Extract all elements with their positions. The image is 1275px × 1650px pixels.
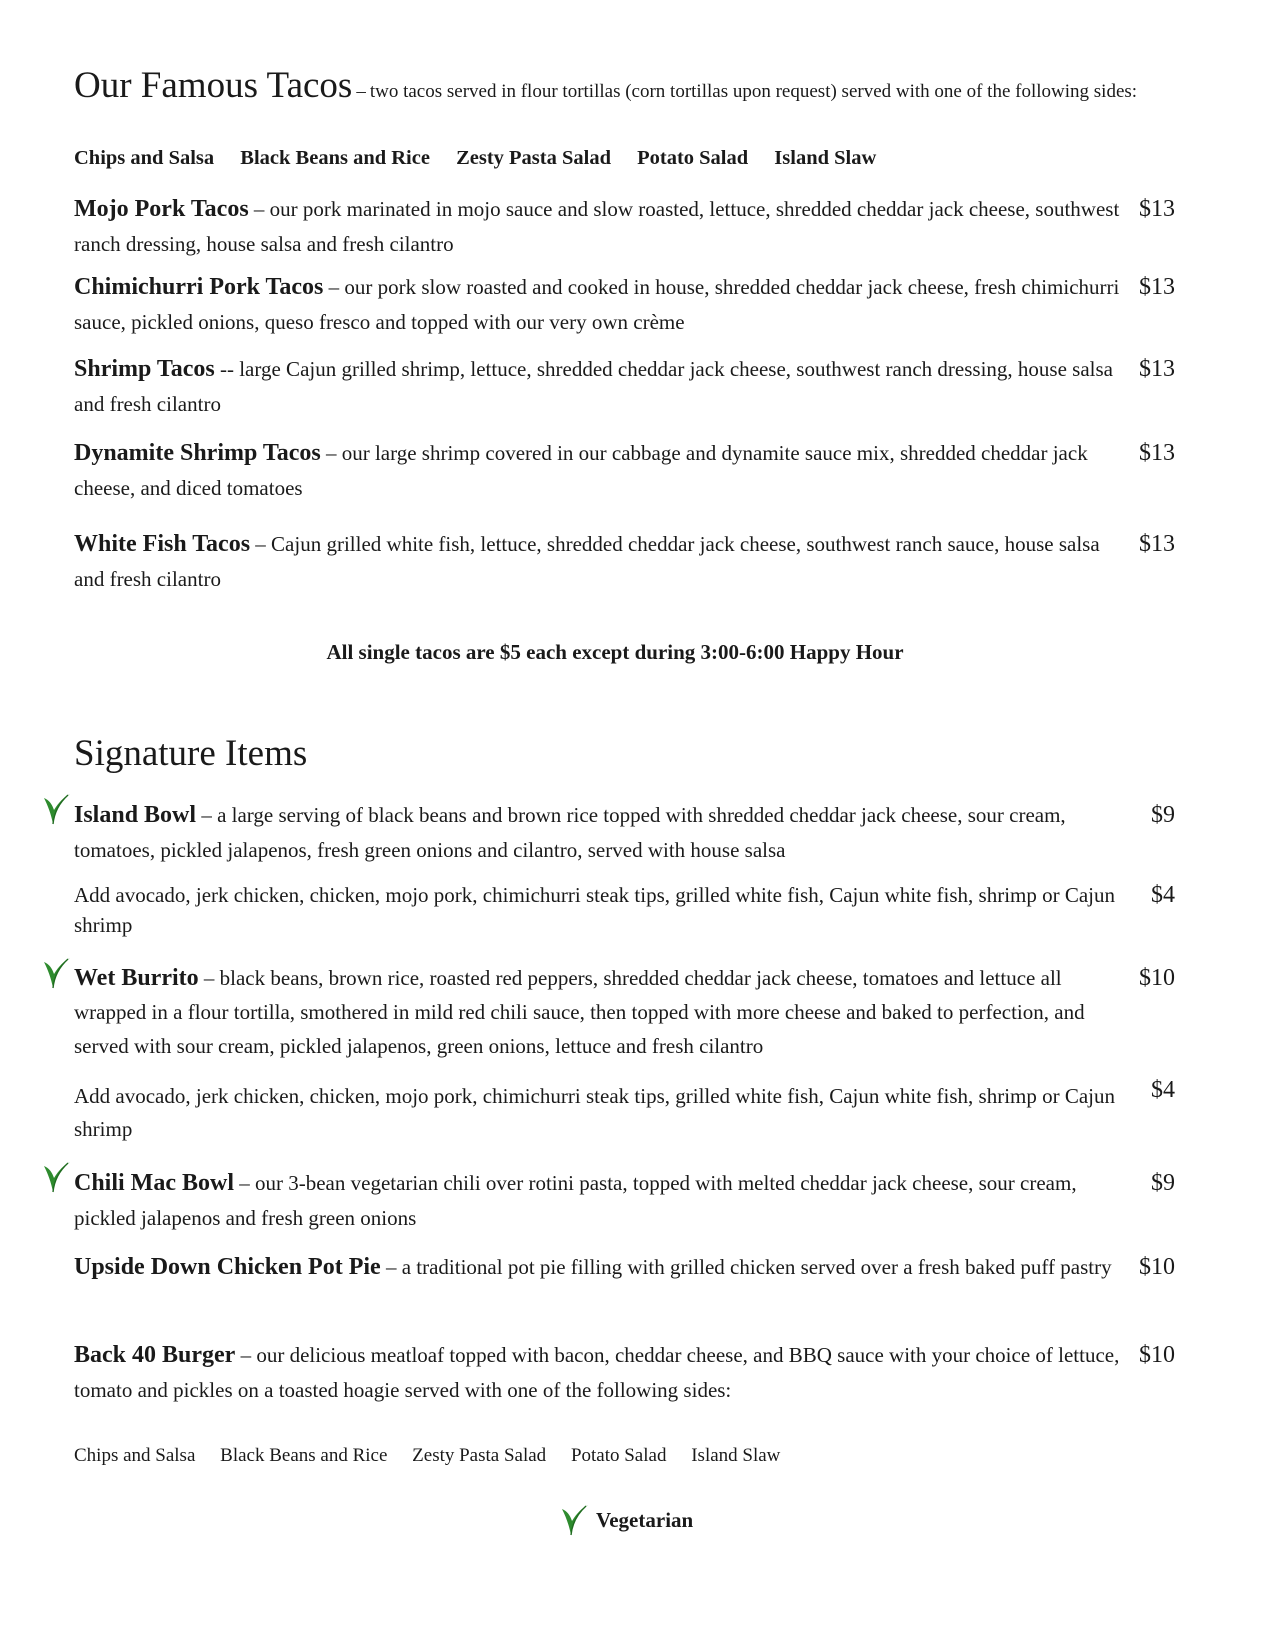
- item-price: $10: [1139, 1342, 1175, 1368]
- item-separator: –: [320, 441, 342, 465]
- menu-item-mojo-pork-tacos: [74, 192, 1134, 262]
- item-separator: --: [214, 357, 240, 381]
- item-description: a traditional pot pie filling with grilled chicken served over a fresh baked puff pastry: [401, 1255, 1112, 1279]
- tacos-title-dash: –: [356, 81, 366, 102]
- side-option: Island Slaw: [774, 147, 877, 169]
- menu-item-white-fish-tacos: [74, 527, 1134, 597]
- side-option: Zesty Pasta Salad: [412, 1445, 547, 1466]
- item-name: Chili Mac Bowl: [74, 1170, 234, 1196]
- menu-item-chili-mac-bowl: [74, 1166, 1134, 1236]
- item-price: $13: [1139, 196, 1175, 222]
- add-on-options: Add avocado, jerk chicken, chicken, mojo pork, chimichurri steak tips, grilled white fish, Cajun white fish, shrimp or Cajun shrimp: [74, 883, 1116, 937]
- add-on-price: $4: [1151, 882, 1175, 908]
- side-option: Chips and Salsa: [74, 1445, 196, 1466]
- item-name: Dynamite Shrimp Tacos: [74, 440, 321, 466]
- side-option: Chips and Salsa: [74, 147, 215, 169]
- item-price: $13: [1139, 531, 1175, 557]
- item-description: our delicious meatloaf topped with bacon, cheddar cheese, and BBQ sauce with your choice of lettuce, tomato and pickles on a toasted hoagie served with one of the following sides:: [74, 1343, 1120, 1402]
- vegetarian-legend-label: Vegetarian: [596, 1507, 694, 1532]
- item-price: $10: [1139, 1254, 1175, 1280]
- tacos-section-title: Our Famous Tacos: [74, 65, 353, 106]
- item-name: Island Bowl: [74, 802, 197, 828]
- item-price: $13: [1139, 440, 1175, 466]
- vegetarian-legend: [560, 1502, 693, 1538]
- side-option: Potato Salad: [570, 1445, 667, 1466]
- item-description: our pork marinated in mojo sauce and slow roasted, lettuce, shredded cheddar jack cheese, southwest ranch dressing, house salsa and fresh cilantro: [74, 197, 1120, 256]
- item-description: our pork slow roasted and cooked in house, shredded cheddar jack cheese, fresh chimichurri sauce, pickled onions, queso fresco and topped with our very own crème: [74, 275, 1120, 334]
- item-separator: –: [323, 275, 345, 299]
- item-price: $9: [1151, 802, 1175, 828]
- item-name: Back 40 Burger: [74, 1342, 236, 1368]
- side-option: Black Beans and Rice: [240, 147, 430, 169]
- item-description: black beans, brown rice, roasted red peppers, shredded cheddar jack cheese, tomatoes and lettuce all wrapped in a flour tortilla, smothered in mild red chili sauce, then topped with more cheese and baked to perfection, and served with sour cream, pickled jalapenos, green onions, lettuce and fresh cilantro: [74, 966, 1085, 1058]
- menu-item-back-40-burger: [74, 1338, 1134, 1408]
- tacos-section-header: [74, 66, 1154, 107]
- menu-item-wet-burrito: [74, 961, 1134, 1063]
- menu-item-upside-down-chicken-pot-pie: [74, 1250, 1134, 1285]
- side-option: Black Beans and Rice: [220, 1445, 388, 1466]
- item-separator: –: [250, 532, 272, 556]
- menu-item-chimichurri-pork-tacos: [74, 270, 1134, 340]
- item-name: Upside Down Chicken Pot Pie: [74, 1254, 381, 1280]
- item-name: White Fish Tacos: [74, 531, 251, 557]
- vegetarian-leaf-icon: [560, 1503, 590, 1537]
- item-name: Shrimp Tacos: [74, 356, 215, 382]
- side-option: Potato Salad: [637, 147, 749, 169]
- item-description: a large serving of black beans and brown rice topped with shredded cheddar jack cheese, sour cream, tomatoes, pickled jalapenos, fresh green onions and cilantro, served with house salsa: [74, 803, 1066, 862]
- burger-sides-list: [74, 1445, 800, 1467]
- menu-item-dynamite-shrimp-tacos: [74, 436, 1134, 506]
- item-name: Wet Burrito: [74, 965, 199, 991]
- menu-item-shrimp-tacos: [74, 352, 1134, 422]
- item-price: $13: [1139, 356, 1175, 382]
- item-description: large Cajun grilled shrimp, lettuce, shredded cheddar jack cheese, southwest ranch dressing, house salsa and fresh cilantro: [74, 357, 1113, 416]
- item-separator: –: [380, 1255, 402, 1279]
- item-separator: –: [235, 1343, 257, 1367]
- item-separator: –: [234, 1171, 255, 1195]
- signature-section-title: Signature Items: [74, 733, 308, 774]
- side-option: Island Slaw: [691, 1445, 781, 1466]
- item-name: Chimichurri Pork Tacos: [74, 274, 324, 300]
- side-option: Zesty Pasta Salad: [456, 147, 611, 169]
- vegetarian-leaf-icon: [42, 956, 72, 990]
- tacos-sides-list: [74, 147, 897, 170]
- item-price: $10: [1139, 965, 1175, 991]
- item-description: our 3-bean vegetarian chili over rotini pasta, topped with melted cheddar jack cheese, sour cream, pickled jalapenos and fresh green onions: [74, 1171, 1077, 1230]
- add-on-options: Add avocado, jerk chicken, chicken, mojo pork, chimichurri steak tips, grilled white fish, Cajun white fish, shrimp or Cajun shrimp: [74, 1084, 1116, 1141]
- item-separator: –: [196, 803, 218, 827]
- item-price: $13: [1139, 274, 1175, 300]
- vegetarian-leaf-icon: [42, 1160, 72, 1194]
- item-price: $9: [1151, 1170, 1175, 1196]
- item-description: Cajun grilled white fish, lettuce, shredded cheddar jack cheese, southwest ranch sauce, house salsa and fresh cilantro: [74, 532, 1100, 591]
- item-separator: –: [248, 197, 270, 221]
- single-taco-note: All single tacos are $5 each except during 3:00-6:00 Happy Hour: [326, 640, 904, 664]
- menu-item-island-bowl: [74, 798, 1134, 868]
- vegetarian-leaf-icon: [42, 792, 72, 826]
- tacos-section-description: two tacos served in flour tortillas (corn tortillas upon request) served with one of the following sides:: [369, 81, 1138, 102]
- item-separator: –: [198, 966, 220, 990]
- item-description: our large shrimp covered in our cabbage and dynamite sauce mix, shredded cheddar jack cheese, and diced tomatoes: [74, 441, 1088, 500]
- add-on-price: $4: [1151, 1077, 1175, 1103]
- item-name: Mojo Pork Tacos: [74, 196, 249, 222]
